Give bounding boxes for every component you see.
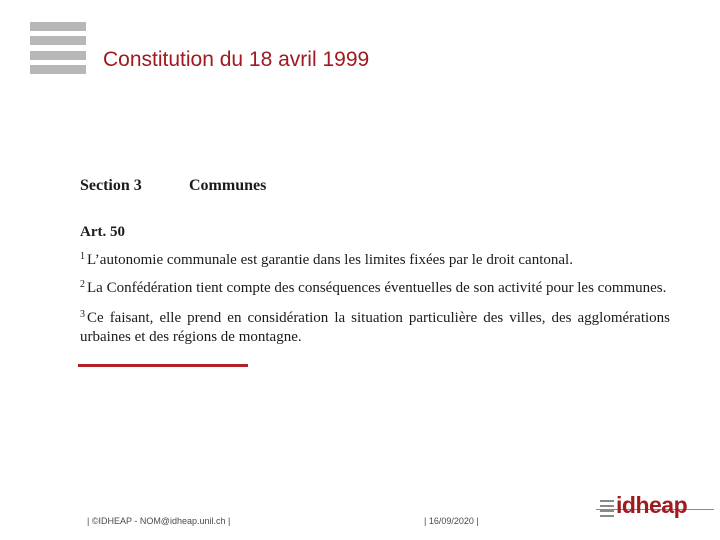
logo-bar <box>30 22 86 31</box>
article-heading: Art. 50 <box>80 224 125 240</box>
paragraph-number: 2 <box>80 279 85 290</box>
logo-stripe-icon <box>600 505 614 507</box>
logo-bars-icon <box>30 22 86 74</box>
paragraph-2 <box>80 275 670 298</box>
paragraph-number: 3 <box>80 309 85 320</box>
paragraph-text: La Confédération tient compte des conséquences éventuelles de son activité pour les communes. <box>87 280 667 296</box>
footer-copyright: | ©IDHEAP - NOM@idheap.unil.ch | <box>87 516 231 526</box>
paragraph-text: Ce faisant, elle prend en considération la situation particulière des villes, des agglomérations urbaines et des régions de montagne. <box>80 310 670 345</box>
logo-stripe-icon <box>600 500 614 502</box>
paragraph-3 <box>80 305 670 347</box>
paragraph-number: 1 <box>80 251 85 262</box>
logo-stripe-icon <box>600 510 614 512</box>
section-heading <box>80 175 670 197</box>
document-excerpt <box>80 175 670 347</box>
paragraph-1 <box>80 247 670 270</box>
footer-date: | 16/09/2020 | <box>424 516 479 526</box>
logo-stripe-icon <box>600 515 614 517</box>
section-number: Section 3 <box>80 177 142 194</box>
logo-bar <box>30 51 86 60</box>
paragraph-text: L’autonomie communale est garantie dans les limites fixées par le droit cantonal. <box>87 252 573 268</box>
logo-bar <box>30 65 86 74</box>
slide-title: Constitution du 18 avril 1999 <box>103 48 370 71</box>
highlight-underline <box>78 364 248 367</box>
logo-bar <box>30 36 86 45</box>
brand-wordmark: idheap <box>616 492 688 518</box>
idheap-logo <box>600 494 688 522</box>
section-title: Communes <box>189 177 267 194</box>
